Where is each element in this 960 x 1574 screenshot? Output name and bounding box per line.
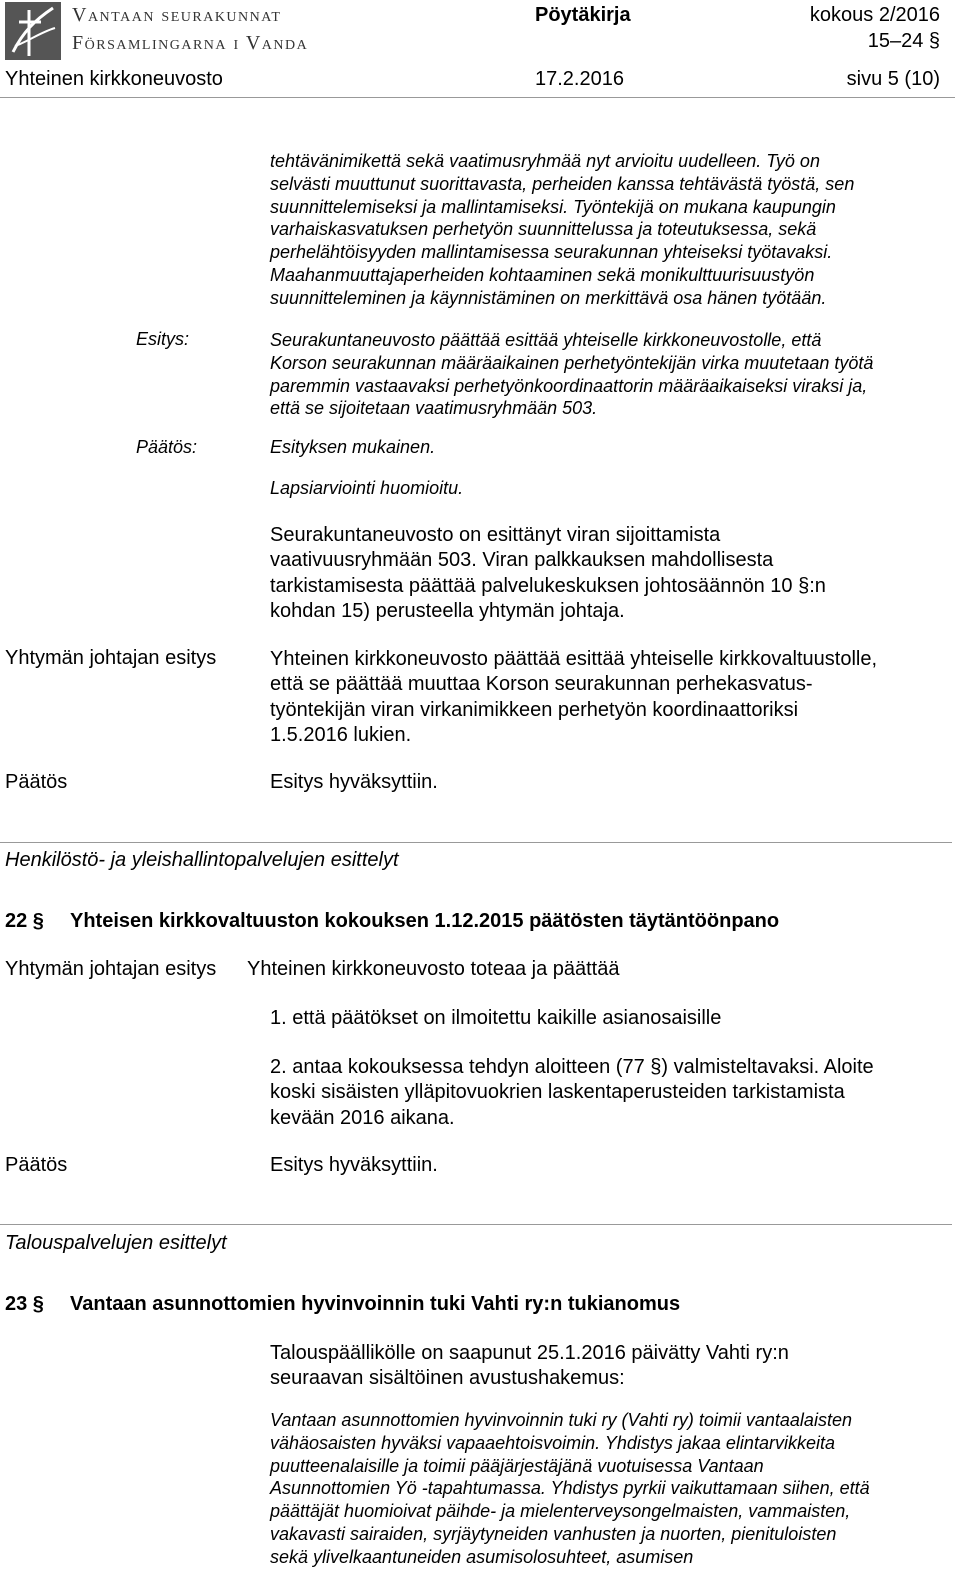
doc-type: Pöytäkirja — [535, 4, 631, 26]
text-line: Korson seurakunnan määräaikainen perhetyöntekijän virka muutetaan työtä — [270, 352, 874, 373]
text-line: koski sisäisten ylläpitovuokrien laskentaperusteiden tarkistamista — [270, 1081, 845, 1104]
paatos-text: Esityksen mukainen. — [270, 437, 436, 457]
decision-label: Päätös — [5, 1154, 68, 1176]
text-line: selvästi muuttunut suorittavasta, perheiden kanssa tehtävästä työstä, sen — [270, 173, 855, 194]
section-range: 15–24 § — [867, 30, 940, 52]
text-line: kohdan 15) perusteella yhtymän johtaja. — [270, 599, 625, 622]
text-line: vaativuusryhmään 503. Viran palkkauksen mahdollisesta — [270, 549, 774, 572]
section-divider — [0, 842, 952, 843]
text-line: Seurakuntaneuvosto on esittänyt viran sijoittamista — [270, 524, 721, 546]
esitys-paragraph — [270, 329, 960, 420]
text-line: suunnittelemiseksi ja mallintamiseksi. Työntekijä on mukana kaupungin — [270, 196, 836, 217]
presenter-heading: Talouspalvelujen esittelyt — [5, 1232, 227, 1254]
text-line: Seurakuntaneuvosto päättää esittää yhteiselle kirkkoneuvostolle, että — [270, 330, 822, 350]
text-line: että se päättää muuttaa Korson seurakunnan perhekasvatus- — [270, 673, 813, 696]
text-line: Talouspäällikölle on saapunut 25.1.2016 päivätty Vahti ry:n — [270, 1342, 789, 1364]
text-line: Maahanmuuttajaperheiden kohtaaminen sekä monikulttuurisuustyön — [270, 264, 815, 285]
proposal-text: Yhteinen kirkkoneuvosto toteaa ja päättää — [247, 958, 620, 980]
text-line: vähäosaisten hyväksi vapaaehtoisvoimin. Yhdistys jakaa elintarvikkeita — [270, 1432, 835, 1453]
section-title: Yhteisen kirkkovaltuuston kokouksen 1.12.2015 päätösten täytäntöönpano — [70, 910, 780, 932]
proposal-paragraph — [270, 647, 960, 748]
text-line: Asunnottomien Yö -tapahtumassa. Yhdistys pyrkii vaikuttamaan siihen, että — [270, 1478, 870, 1499]
text-line: vakavasti sairaiden, syrjäytyneiden vanhusten ja nuorten, pienituloisten — [270, 1523, 837, 1544]
text-line: suunnitteleminen ja käynnistäminen on merkittävä osa hänen työtään. — [270, 287, 827, 308]
meeting-date: 17.2.2016 — [535, 68, 624, 90]
quoted-application — [270, 1409, 960, 1569]
decision-label: Päätös — [5, 771, 68, 793]
proposal-label: Yhtymän johtajan esitys — [5, 958, 217, 980]
text-line: Yhteinen kirkkoneuvosto päättää esittää yhteiselle kirkkovaltuustolle, — [270, 648, 878, 670]
text-line: puutteenalaisille ja toimii pääjärjestäjänä vuotuisessa Vantaan — [270, 1455, 764, 1476]
text-line: sekä ylivelkaantuneiden asumisolosuhteet, asumisen — [270, 1546, 694, 1567]
note-paragraph — [270, 523, 960, 624]
esitys-label: Esitys: — [136, 329, 190, 349]
presenter-heading: Henkilöstö- ja yleishallintopalvelujen esittelyt — [5, 849, 399, 871]
text-line: Vantaan asunnottomien hyvinvoinnin tuki ry (Vahti ry) toimii vantaalaisten — [270, 1410, 852, 1430]
meeting-number: kokous 2/2016 — [809, 4, 940, 26]
intro-paragraph — [270, 1341, 960, 1392]
lapsiarviointi-text: Lapsiarviointi huomioitu. — [270, 478, 464, 498]
text-line: varhaiskasvatuksen perhetyön suunnittelussa ja toteutuksessa, sekä — [270, 219, 817, 240]
section-number: 22 § — [5, 910, 44, 932]
text-line: perhelähtöisyyden mallintamisessa seurakunnan yhteiseksi työtavaksi. — [270, 242, 833, 263]
section-number: 23 § — [5, 1293, 44, 1315]
text-line: työntekijän viran virkanimikkeen perhetyön koordinaattoriksi — [270, 698, 799, 721]
text-line: että se sijoitetaan vaatimusryhmään 503. — [270, 398, 598, 419]
text-line: 1.5.2016 lukien. — [270, 723, 412, 746]
intro-paragraph — [270, 150, 960, 310]
decision-text: Esitys hyväksyttiin. — [270, 771, 438, 793]
page-number: sivu 5 (10) — [846, 68, 940, 90]
proposal-label: Yhtymän johtajan esitys — [5, 647, 217, 669]
text-line: tarkistamisesta päättää palvelukeskuksen johtosäännön 10 §:n — [270, 574, 826, 597]
text-line: tehtävänimikettä sekä vaatimusryhmää nyt arvioitu uudelleen. Työ on — [270, 151, 820, 171]
section-title: Vantaan asunnottomien hyvinvoinnin tuki Vahti ry:n tukianomus — [70, 1293, 681, 1315]
text-line: paremmin vastaavaksi perhetyönkoordinaattorin määräaikaiseksi viraksi ja, — [270, 375, 868, 396]
org-name-fi: Vantaan seurakunnat — [72, 4, 282, 26]
parish-logo-icon — [5, 2, 61, 60]
text-line: kevään 2016 aikana. — [270, 1106, 455, 1129]
text-line: seuraavan sisältöinen avustushakemus: — [270, 1367, 625, 1390]
body-name: Yhteinen kirkkoneuvosto — [5, 68, 223, 90]
text-line: 2. antaa kokouksessa tehdyn aloitteen (77 §) valmisteltavaksi. Aloite — [270, 1056, 874, 1078]
text-line: päättäjät huomioivat päihde- ja mielenterveysongelmaisten, vammaisten, — [270, 1501, 851, 1522]
list-item: 1. että päätökset on ilmoitettu kaikille asianosaisille — [270, 1007, 722, 1029]
header-divider — [0, 97, 955, 98]
org-name-sv: Församlingarna i Vanda — [72, 32, 309, 54]
list-item — [270, 1055, 960, 1131]
paatos-label: Päätös: — [136, 437, 198, 457]
decision-text: Esitys hyväksyttiin. — [270, 1154, 438, 1176]
section-divider — [0, 1224, 952, 1225]
